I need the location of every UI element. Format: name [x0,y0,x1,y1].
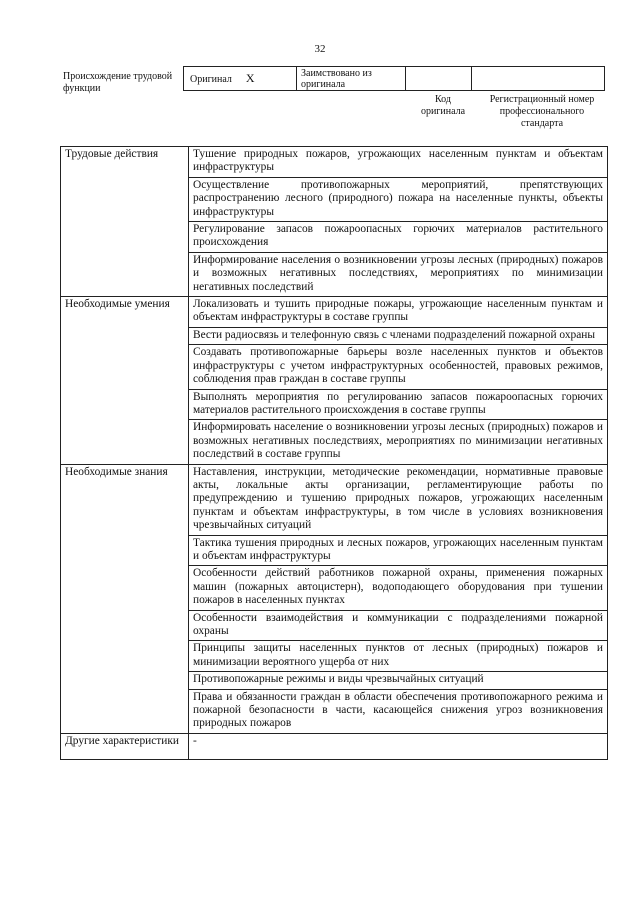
section-item: Информировать население о возникновении угрозы лесных (природных) пожаров и возможных негативных последствиях, мероприятиях по минимизации негативных последствий в составе группы [189,420,608,464]
original-mark: X [245,71,255,85]
registration-caption: Регистрационный номер профессионального стандарта [489,94,595,129]
section-item: Права и обязанности граждан в области обеспечения противопожарного режима и пожарной безопасности в части, касающейся снижения угроз возникновения природных пожаров [189,689,608,733]
section-title: Другие характеристики [61,733,189,759]
original-cell [184,67,297,91]
section-item: Создавать противопожарные барьеры возле населенных пунктов и объектов инфраструктуры с учетом инфраструктурных особенностей, правовых режимов, соблюдения прав граждан в составе группы [189,345,608,389]
table-row [61,733,608,759]
section-title: Необходимые умения [61,297,189,464]
code-cell [406,67,472,91]
origin-table [183,66,605,91]
section-item: Особенности взаимодействия и коммуникации с подразделениями пожарной охраны [189,610,608,641]
section-item: Тактика тушения природных и лесных пожаров, угрожающих населенным пунктам и объектам инфраструктуры [189,535,608,566]
section-title: Трудовые действия [61,147,189,297]
table-row [61,147,608,178]
origin-label: Происхождение трудовой функции [63,71,173,94]
section-item: Противопожарные режимы и виды чрезвычайных ситуаций [189,672,608,689]
section-item: Наставления, инструкции, методические рекомендации, нормативные правовые акты, локальные акты организации, регламентирующие работы по предупреждению и тушению природных пожаров, угрожающих населенным пунктам и объектам инфраструктуры, в том числе в условиях возникновения чрезвычайных ситуаций [189,464,608,535]
section-title: Необходимые знания [61,464,189,733]
section-item: Локализовать и тушить природные пожары, угрожающие населенным пунктам и объектам инфраструктуры в составе группы [189,297,608,328]
registration-cell [472,67,605,91]
section-item: - [189,733,608,759]
original-label: Оригинал [190,74,232,85]
section-item: Тушение природных пожаров, угрожающих населенным пунктам и объектам инфраструктуры [189,147,608,178]
table-row [61,464,608,535]
section-item: Осуществление противопожарных мероприятий, препятствующих распространению лесного (природного) пожара на населенные пункты, объекты инфраструктуры [189,177,608,221]
section-item: Вести радиосвязь и телефонную связь с членами подразделений пожарной охраны [189,327,608,344]
borrowed-cell: Заимствовано из оригинала [297,67,406,91]
section-item: Информирование населения о возникновении угрозы лесных (природных) пожаров и возможных негативных последствиях, мероприятиях по минимизации негативных последствий [189,252,608,296]
labor-function-table [60,146,608,760]
section-item: Регулирование запасов пожароопасных горючих материалов растительного происхождения [189,222,608,253]
page-number: 32 [314,43,326,55]
code-caption: Код оригинала [420,94,466,117]
section-item: Особенности действий работников пожарной охраны, применения пожарных машин (пожарных автоцистерн), водоподающего оборудования при тушении пожаров в населенных пунктах [189,566,608,610]
table-row [61,297,608,328]
section-item: Выполнять мероприятия по регулированию запасов пожароопасных горючих материалов растительного происхождения в составе группы [189,389,608,420]
section-item: Принципы защиты населенных пунктов от лесных (природных) пожаров и минимизации вероятного ущерба от них [189,641,608,672]
